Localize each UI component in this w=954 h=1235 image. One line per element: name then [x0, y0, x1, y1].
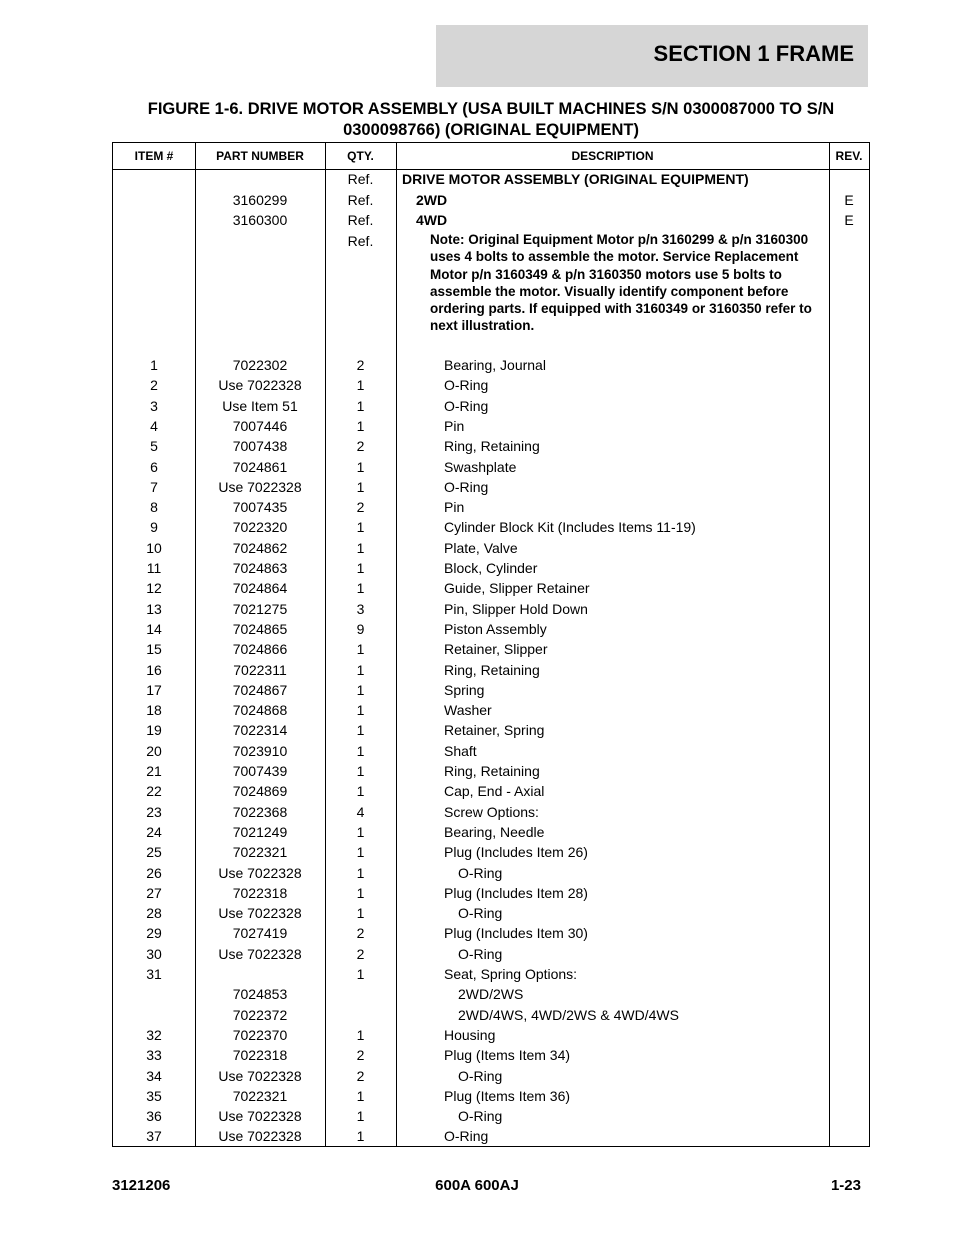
footer-model: 600A 600AJ — [435, 1177, 519, 1194]
description-cell: Retainer, Spring — [444, 722, 545, 739]
part-number-cell: 7022318 — [232, 1047, 288, 1064]
table-row — [113, 1106, 869, 1126]
item-cell: 10 — [146, 539, 162, 556]
item-cell: 6 — [150, 458, 158, 475]
table-row — [113, 1005, 869, 1025]
item-cell: 8 — [150, 499, 158, 516]
table-row — [113, 700, 869, 720]
item-cell: 37 — [146, 1128, 162, 1145]
part-number-cell: Use 7022328 — [218, 377, 302, 394]
item-cell: 14 — [146, 620, 162, 637]
header-qty: QTY. — [347, 149, 374, 163]
description-cell: O-Ring — [458, 864, 503, 881]
qty-cell: 1 — [356, 1087, 365, 1104]
description-cell: Washer — [444, 702, 492, 719]
description-cell: Retainer, Slipper — [444, 641, 548, 658]
table-row — [113, 923, 869, 943]
description-cell: Spring — [444, 681, 485, 698]
part-number-cell: 7024869 — [232, 783, 288, 800]
item-cell: 20 — [146, 742, 162, 759]
qty-cell: 2 — [356, 1047, 365, 1064]
description-cell: Swashplate — [444, 458, 517, 475]
table-row — [113, 497, 869, 517]
description-cell: Plug (Items Item 36) — [444, 1087, 571, 1104]
part-number-cell: 7024861 — [232, 458, 288, 475]
description-cell: Bearing, Journal — [444, 357, 546, 373]
part-number-cell: Use 7022328 — [218, 1067, 302, 1084]
qty-cell: 2 — [356, 438, 365, 455]
description-cell: O-Ring — [458, 945, 503, 962]
qty-cell: Ref. — [347, 171, 374, 187]
section-title: SECTION 1 FRAME — [653, 41, 854, 66]
part-number-cell: 7023910 — [232, 742, 288, 759]
table-row — [113, 639, 869, 659]
qty-cell: 1 — [356, 519, 365, 536]
item-cell: 29 — [146, 925, 162, 942]
description-cell: DRIVE MOTOR ASSEMBLY (ORIGINAL EQUIPMENT) — [402, 171, 749, 187]
qty-cell: 1 — [356, 1108, 365, 1125]
table-row — [113, 416, 869, 436]
part-number-cell: 7007446 — [232, 417, 288, 434]
qty-cell: 1 — [356, 763, 365, 779]
qty-cell: 1 — [356, 560, 365, 576]
part-number-cell: 3160300 — [232, 212, 288, 228]
table-row — [113, 944, 869, 964]
header-part-number: PART NUMBER — [216, 149, 304, 163]
part-number-cell: 7007438 — [232, 438, 288, 455]
part-number-cell: 7022320 — [232, 519, 288, 536]
qty-cell: 1 — [356, 641, 365, 658]
table-row — [113, 802, 869, 822]
table-row — [113, 355, 869, 375]
part-number-cell: Use 7022328 — [218, 1128, 302, 1145]
qty-cell: 1 — [356, 1128, 365, 1145]
part-number-cell: 7024866 — [232, 641, 288, 658]
table-row — [113, 761, 869, 781]
qty-cell: 1 — [356, 722, 365, 739]
table-row — [113, 883, 869, 903]
table-row — [113, 863, 869, 883]
qty-cell: 1 — [356, 884, 365, 901]
description-cell: Screw Options: — [444, 803, 539, 820]
description-cell: Cylinder Block Kit (Includes Items 11-19) — [444, 519, 696, 536]
table-row — [113, 231, 869, 251]
part-number-cell: 7007435 — [232, 499, 288, 516]
description-cell: Plug (Items Item 34) — [444, 1047, 571, 1064]
part-number-cell: 7022311 — [233, 661, 287, 678]
description-cell: Bearing, Needle — [444, 823, 545, 840]
table-row — [113, 477, 869, 497]
qty-cell: 1 — [356, 742, 365, 759]
figure-title-line-1: FIGURE 1-6. DRIVE MOTOR ASSEMBLY (USA BUILT MACHINES S/N 0300087000 TO S/N — [147, 100, 835, 118]
part-number-cell: 7024867 — [232, 681, 288, 698]
description-cell: Ring, Retaining — [444, 438, 540, 455]
item-cell: 12 — [146, 580, 162, 597]
qty-cell: 2 — [356, 357, 365, 373]
description-cell: Ring, Retaining — [444, 763, 540, 779]
description-cell: O-Ring — [444, 1128, 489, 1145]
qty-cell: 3 — [356, 600, 365, 617]
item-cell: 21 — [146, 763, 162, 779]
qty-cell: 1 — [356, 458, 365, 475]
part-number-cell: 7024868 — [232, 702, 288, 719]
qty-cell: 4 — [356, 803, 365, 820]
description-cell: Seat, Spring Options: — [444, 966, 578, 982]
part-number-cell: Use 7022328 — [218, 1108, 302, 1125]
description-cell: Block, Cylinder — [444, 560, 538, 576]
description-cell: O-Ring — [444, 377, 489, 394]
item-cell: 18 — [146, 702, 162, 719]
part-number-cell: 7022318 — [232, 884, 288, 901]
item-cell: 15 — [146, 641, 162, 658]
part-number-cell: 7024864 — [232, 580, 288, 597]
table-row — [113, 396, 869, 416]
table-row — [113, 457, 869, 477]
table-row — [113, 619, 869, 639]
table-row — [113, 842, 869, 862]
footer-doc-number: 3121206 — [112, 1177, 171, 1194]
header-rev: REV. — [835, 149, 863, 163]
item-cell: 16 — [146, 661, 162, 678]
section-banner — [436, 25, 868, 87]
part-number-cell: Use 7022328 — [218, 864, 302, 881]
qty-cell: 1 — [356, 661, 365, 678]
part-number-cell: 7022368 — [232, 803, 288, 820]
qty-cell: 2 — [356, 925, 365, 942]
description-cell: Plate, Valve — [444, 539, 518, 556]
table-row — [113, 375, 869, 395]
item-cell: 13 — [146, 600, 162, 617]
qty-cell: 1 — [356, 966, 365, 982]
table-row — [113, 781, 869, 801]
rev-cell: E — [844, 212, 854, 228]
part-number-cell: Use 7022328 — [218, 905, 302, 922]
qty-cell: 1 — [356, 844, 365, 861]
part-number-cell: 7024853 — [232, 986, 288, 1003]
part-number-cell: 7022302 — [232, 357, 288, 373]
description-cell: 2WD — [416, 191, 448, 208]
item-cell: 9 — [150, 519, 158, 536]
table-row — [113, 680, 869, 700]
part-number-cell: Use 7022328 — [218, 478, 302, 495]
table-row — [113, 903, 869, 923]
item-cell: 35 — [146, 1087, 162, 1104]
description-cell: Plug (Includes Item 26) — [444, 844, 588, 861]
item-cell: 23 — [146, 803, 162, 820]
part-number-cell: Use 7022328 — [218, 945, 302, 962]
description-cell: O-Ring — [458, 905, 503, 922]
table-row — [113, 964, 869, 984]
table-row — [113, 210, 869, 230]
item-cell: 31 — [146, 966, 162, 982]
item-cell: 11 — [146, 560, 162, 576]
qty-cell: Ref. — [347, 232, 374, 249]
table-row — [113, 984, 869, 1004]
table-row — [113, 599, 869, 619]
part-number-cell: 7022321 — [232, 1087, 288, 1104]
item-cell: 25 — [146, 844, 162, 861]
item-cell: 27 — [146, 884, 162, 901]
item-cell: 22 — [146, 783, 162, 800]
table-row — [113, 169, 869, 189]
description-cell: Ring, Retaining — [444, 661, 540, 678]
table-row — [113, 190, 869, 210]
table-row — [113, 741, 869, 761]
item-cell: 2 — [150, 377, 158, 394]
item-cell: 1 — [150, 357, 158, 373]
description-cell: Guide, Slipper Retainer — [444, 580, 590, 597]
table-note: Note: Original Equipment Motor p/n 3160299 & p/n 3160300 uses 4 bolts to assemble the motor. Service Replacement Motor p/n 3160349 & p/n 3160350 motors use 5 bolts to assemble the motor. Visually identify component before ordering parts. If equipped with 3160349 or 3160350 refer to next illustration. — [430, 232, 812, 334]
description-cell: Pin — [444, 417, 465, 434]
description-cell: Pin — [444, 499, 465, 516]
table-row — [113, 1126, 869, 1146]
part-number-cell: 7007439 — [232, 763, 288, 779]
figure-title-line-2: 0300098766) (ORIGINAL EQUIPMENT) — [343, 121, 639, 139]
item-cell: 30 — [146, 945, 162, 962]
part-number-cell: 7022321 — [232, 844, 288, 861]
item-cell: 28 — [146, 905, 162, 922]
table-row — [113, 1025, 869, 1045]
part-number-cell: 7022370 — [232, 1026, 288, 1043]
table-row — [113, 720, 869, 740]
part-number-cell: 7022314 — [232, 722, 288, 739]
part-number-cell: 7022372 — [232, 1006, 288, 1023]
item-cell: 36 — [146, 1108, 162, 1125]
qty-cell: 1 — [356, 783, 365, 800]
qty-cell: 2 — [356, 1067, 365, 1084]
table-row — [113, 517, 869, 537]
qty-cell: 9 — [356, 620, 365, 637]
description-cell: Plug (Includes Item 30) — [444, 925, 588, 942]
part-number-cell: 7024865 — [232, 620, 288, 637]
table-row — [113, 660, 869, 680]
qty-cell: 1 — [356, 580, 365, 597]
item-cell: 5 — [150, 438, 158, 455]
description-cell: O-Ring — [444, 397, 489, 414]
item-cell: 32 — [146, 1026, 162, 1043]
item-cell: 33 — [146, 1047, 162, 1064]
description-cell: O-Ring — [458, 1067, 503, 1084]
part-number-cell: 7024863 — [232, 560, 288, 576]
table-row — [113, 1086, 869, 1106]
qty-cell: 1 — [356, 478, 365, 495]
qty-cell: Ref. — [347, 191, 374, 208]
table-row — [113, 578, 869, 598]
item-cell: 24 — [146, 823, 162, 840]
header-description: DESCRIPTION — [571, 149, 654, 163]
description-cell: O-Ring — [458, 1108, 503, 1125]
table-row — [113, 436, 869, 456]
qty-cell: 1 — [356, 539, 365, 556]
qty-cell: 1 — [356, 905, 365, 922]
description-cell: Piston Assembly — [444, 620, 547, 637]
description-cell: Pin, Slipper Hold Down — [444, 600, 588, 617]
item-cell: 17 — [146, 681, 162, 698]
parts-table — [112, 142, 870, 1147]
qty-cell: 1 — [356, 823, 365, 840]
rev-cell: E — [844, 191, 854, 208]
figure-title — [112, 99, 870, 141]
part-number-cell: 3160299 — [232, 191, 288, 208]
table-row — [113, 1066, 869, 1086]
qty-cell: 1 — [356, 377, 365, 394]
description-cell: Shaft — [444, 742, 477, 759]
description-cell: Plug (Includes Item 28) — [444, 884, 588, 901]
item-cell: 7 — [150, 478, 158, 495]
item-cell: 19 — [146, 722, 162, 739]
table-row — [113, 558, 869, 578]
qty-cell: 2 — [356, 945, 365, 962]
table-row — [113, 1045, 869, 1065]
qty-cell: 1 — [356, 702, 365, 719]
part-number-cell: 7027419 — [232, 925, 288, 942]
part-number-cell: Use Item 51 — [222, 397, 298, 414]
table-row — [113, 822, 869, 842]
description-cell: Cap, End - Axial — [444, 783, 545, 800]
item-cell: 4 — [150, 417, 158, 434]
description-cell: Housing — [444, 1026, 496, 1043]
description-cell: 4WD — [416, 212, 448, 228]
description-cell: O-Ring — [444, 478, 489, 495]
item-cell: 3 — [150, 397, 158, 414]
part-number-cell: 7024862 — [232, 539, 288, 556]
qty-cell: Ref. — [347, 212, 374, 228]
item-cell: 26 — [146, 864, 162, 881]
qty-cell: 1 — [356, 1026, 365, 1043]
part-number-cell: 7021249 — [232, 823, 288, 840]
description-cell: 2WD/2WS — [458, 986, 524, 1003]
table-row — [113, 538, 869, 558]
qty-cell: 1 — [356, 864, 365, 881]
header-item: ITEM # — [134, 149, 174, 163]
qty-cell: 1 — [356, 681, 365, 698]
item-cell: 34 — [146, 1067, 162, 1084]
footer-page-number: 1-23 — [830, 1177, 861, 1194]
part-number-cell: 7021275 — [232, 600, 288, 617]
qty-cell: 2 — [356, 499, 365, 516]
qty-cell: 1 — [356, 417, 365, 434]
description-cell: 2WD/4WS, 4WD/2WS & 4WD/4WS — [458, 1006, 679, 1023]
qty-cell: 1 — [356, 397, 365, 414]
